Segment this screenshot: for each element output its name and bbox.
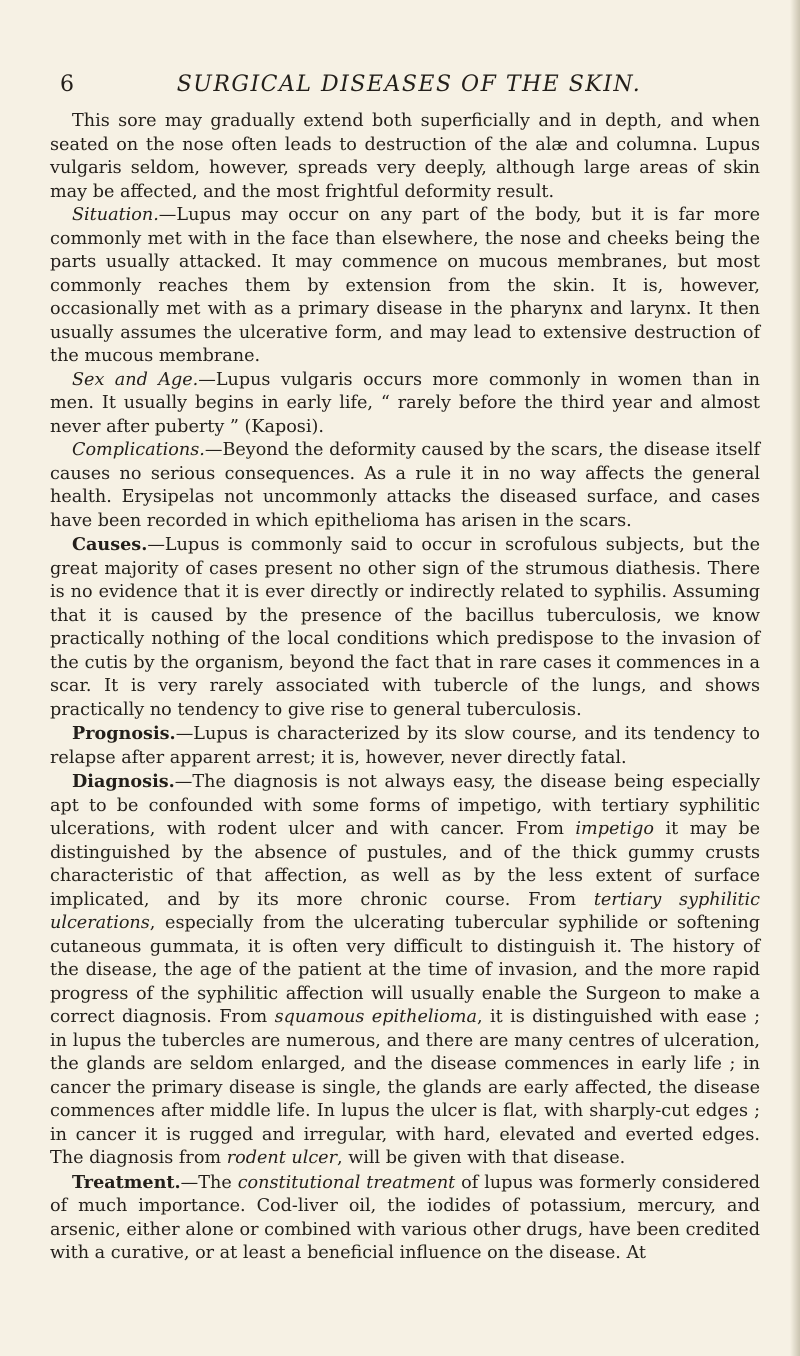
section-heading: Treatment. [72,1171,181,1193]
paragraph [50,110,760,204]
section-heading: Causes. [72,534,148,555]
text-run: —Lupus vulgaris occurs more commonly in women than in men. It usually begins in early life, “ rarely before the third year and almost never after puberty ” (Kaposi). [50,369,760,437]
text-run: —Lupus is characterized by its slow course, and its tendency to relapse after apparent arrest; it is, however, never directly fatal. [50,724,760,768]
paragraph [50,770,760,1171]
emphasized-text: rodent ulcer [226,1148,338,1168]
text-run: of lupus was formerly considered of much importance. Cod-liver oil, the iodides of potassium, mercury, and arsenic, either alone or combined with various other drugs, have been credited with a curative, or at least a beneficial influence on the disease. At [50,1172,761,1263]
emphasized-text: constitutional treatment [237,1172,456,1193]
emphasized-text: tertiary syphilitic ulcerations [50,889,761,933]
section-heading: Complications. [72,440,205,460]
paragraph [50,204,760,369]
text-run: it may be distinguished by the absence of pustules, and of the thick gummy crusts characteristic of that affection, as well as by the less extent of surface implicated, and by its more chronic course. From [50,819,760,910]
text-run: , especially from the ulcerating tubercular syphilide or softening cutaneous gummata, it is often very difficult to distinguish it. The history of the disease, the age of the patient at the time of invasion, and the more rapid progress of the syphilitic affection will usually enable the Surgeon to make a correct diagnosis. From [50,913,760,1027]
text-run: —The [180,1172,238,1193]
section-heading: Situation. [72,205,159,225]
page-edge-shadow [790,0,800,1356]
text-run: —Lupus is commonly said to occur in scrofulous subjects, but the great majority of cases present no other sign of the strumous diathesis. There is no evidence that it is ever directly or indirectly related to syphilis. Assuming that it is caused by the presence of the bacillus tuberculosis, we know practically nothing of the local conditions which predispose to the invasion of the cutis by the organism, beyond the fact that in rare cases it commences in a scar. It is very rarely associated with tubercle of the lungs, and shows practically no tendency to give rise to general tuberculosis. [50,535,760,720]
text-run: —Beyond the deformity caused by the scars, the disease itself causes no serious consequences. As a rule it in no way affects the general health. Erysipelas not uncommonly attacks the diseased surface, and cases have been recorded in which epithelioma has arisen in the scars. [50,440,760,531]
running-head [50,72,768,102]
page-number: 6 [60,72,74,97]
paragraph [50,1171,760,1266]
paragraph [50,722,760,770]
text-run: This sore may gradually extend both superficially and in depth, and when seated on the nose often leads to destruction of the alæ and columna. Lupus vulgaris seldom, however, spreads very deeply, although large areas of skin may be affected, and the most frightful deformity result. [50,111,760,202]
emphasized-text: squamous epithelioma [274,1007,477,1027]
text-run: , will be given with that disease. [337,1148,626,1168]
text-run: —The diagnosis is not always easy, the disease being especially apt to be confounded with some forms of impetigo, with tertiary syphilitic ulcerations, with rodent ulcer and with cancer. From [50,772,760,839]
section-heading: Sex and Age. [72,369,199,390]
paragraph [50,369,760,440]
section-heading: Prognosis. [72,723,176,744]
text-run: , it is distinguished with ease ; in lupus the tubercles are numerous, and there are many centres of ulceration, the glands are seldom enlarged, and the disease commences in early life ; in cancer the primary disease is single, the glands are early affected, the disease commences after middle life. In lupus the ulcer is flat, with sharply-cut edges ; in cancer it is rugged and irregular, with hard, elevated and everted edges. The diagnosis from [50,1007,760,1168]
body-text [50,110,760,1266]
emphasized-text: impetigo [575,819,654,839]
text-run: —Lupus may occur on any part of the body, but it is far more commonly met with in the face than elsewhere, the nose and cheeks being the parts usually attacked. It may commence on mucous membranes, but most commonly reaches them by extension from the skin. It is, however, occasionally met with as a primary disease in the pharynx and larynx. It then usually assumes the ulcerative form, and may lead to extensive destruction of the mucous membrane. [50,205,760,366]
running-title: SURGICAL DISEASES OF THE SKIN. [176,72,642,97]
paragraph [50,533,760,722]
paragraph [50,439,760,533]
section-heading: Diagnosis. [72,771,175,792]
